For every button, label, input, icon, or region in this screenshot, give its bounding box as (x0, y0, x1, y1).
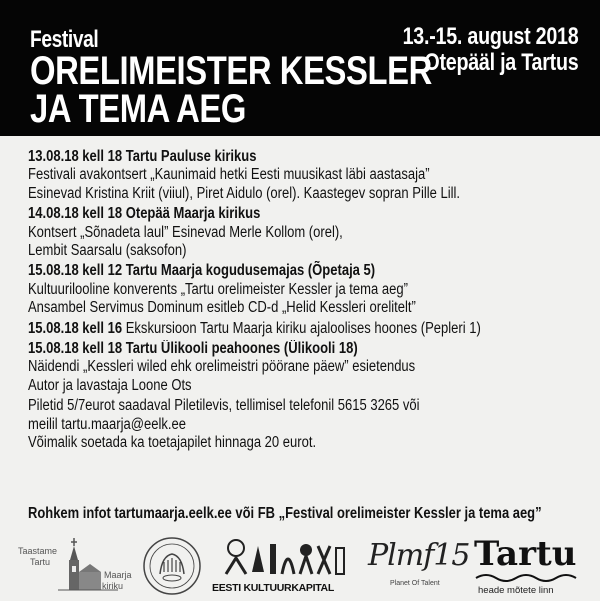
festival-label: Festival (30, 26, 99, 53)
title-line-1: ORELIMEISTER KESSLER (30, 49, 432, 93)
location: Otepääl ja Tartus (423, 49, 578, 76)
event-1-heading: 13.08.18 kell 18 Tartu Pauluse kirikus (28, 148, 257, 165)
tickets-email[interactable]: meilil tartu.maarja@eelk.ee (28, 415, 186, 433)
plmf-logo (364, 534, 470, 598)
festival-dates (402, 24, 578, 76)
event-1-line: Esinevad Kristina Kriit (viiul), Piret Aidulo (orel). Kaastegev sopran Pille Lill. (28, 184, 461, 202)
header-banner (0, 0, 600, 136)
tartu-slogan: heade mõtete linn (478, 585, 554, 596)
tartu-city-logo (470, 532, 590, 600)
maarja-text-4: kiriku (102, 581, 124, 591)
maarja-text-2: Tartu (30, 557, 51, 567)
event-4-description: Ekskursioon Tartu Maarja kiriku ajaloolises hoones (Pepleri 1) (122, 319, 481, 337)
sponsor-logos (0, 532, 600, 601)
tartu-text: Tartu (474, 534, 577, 574)
event-2-line: Lembit Saarsalu (saksofon) (28, 242, 187, 260)
kulka-figures-icon (212, 534, 354, 578)
tickets-line: Piletid 5/7eurot saadaval Piletilevis, tellimisel telefonil 5615 3265 või (28, 397, 420, 415)
maarja-church-logo (18, 534, 138, 598)
kulka-logo (212, 534, 354, 598)
program-list (28, 148, 588, 453)
event-5-heading: 15.08.18 kell 18 Tartu Ülikooli peahoones (Ülikooli 18) (28, 340, 358, 358)
plmf-text: Plmf15 (368, 538, 470, 573)
date-range: 13.-15. august 2018 (402, 23, 578, 50)
event-5-line: Autor ja lavastaja Loone Ots (28, 376, 192, 394)
kulka-text: EESTI KULTUURKAPITAL (212, 582, 334, 594)
event-3-line: Kultuurilooline konverents „Tartu orelimeister Kessler ja tema aeg” (28, 280, 408, 298)
event-4-heading: 15.08.18 kell 16 (28, 319, 123, 337)
event-1-line: Festivali avakontsert „Kaunimaid hetki Eesti muusikast läbi aastasaja” (28, 166, 430, 184)
tickets-support: Võimalik soetada ka toetajapilet hinnaga 20 eurot. (28, 434, 317, 452)
event-3-line: Ansambel Servimus Dominum esitleb CD-d „Helid Kessleri orelitelt” (28, 299, 416, 317)
festival-title (30, 49, 432, 131)
tartu-wave-icon (470, 572, 590, 584)
title-line-2: JA TEMA AEG (30, 87, 246, 131)
event-2-line: Kontsert „Sõnadeta laul” Esinevad Merle Kollom (orel), (28, 223, 343, 241)
event-2-heading: 14.08.18 kell 18 Otepää Maarja kirikus (28, 205, 261, 223)
more-info-link[interactable]: Rohkem infot tartumaarja.eelk.ee või FB „Festival orelimeister Kessler ja tema aeg” (28, 505, 542, 522)
event-4-line (28, 320, 498, 338)
event-3-heading: 15.08.18 kell 12 Tartu Maarja kogudusemajas (Õpetaja 5) (28, 262, 376, 280)
maarja-text-1: Taastame (18, 546, 58, 556)
society-emblem (140, 534, 204, 598)
plmf-subtitle: Planet Of Talent (390, 580, 440, 587)
event-5-line: Näidendi „Kessleri wiled ehk orelimeistri pöörane päew” esietendus (28, 358, 416, 376)
emblem-icon (140, 534, 204, 598)
maarja-text-3: Maarja (104, 570, 132, 580)
